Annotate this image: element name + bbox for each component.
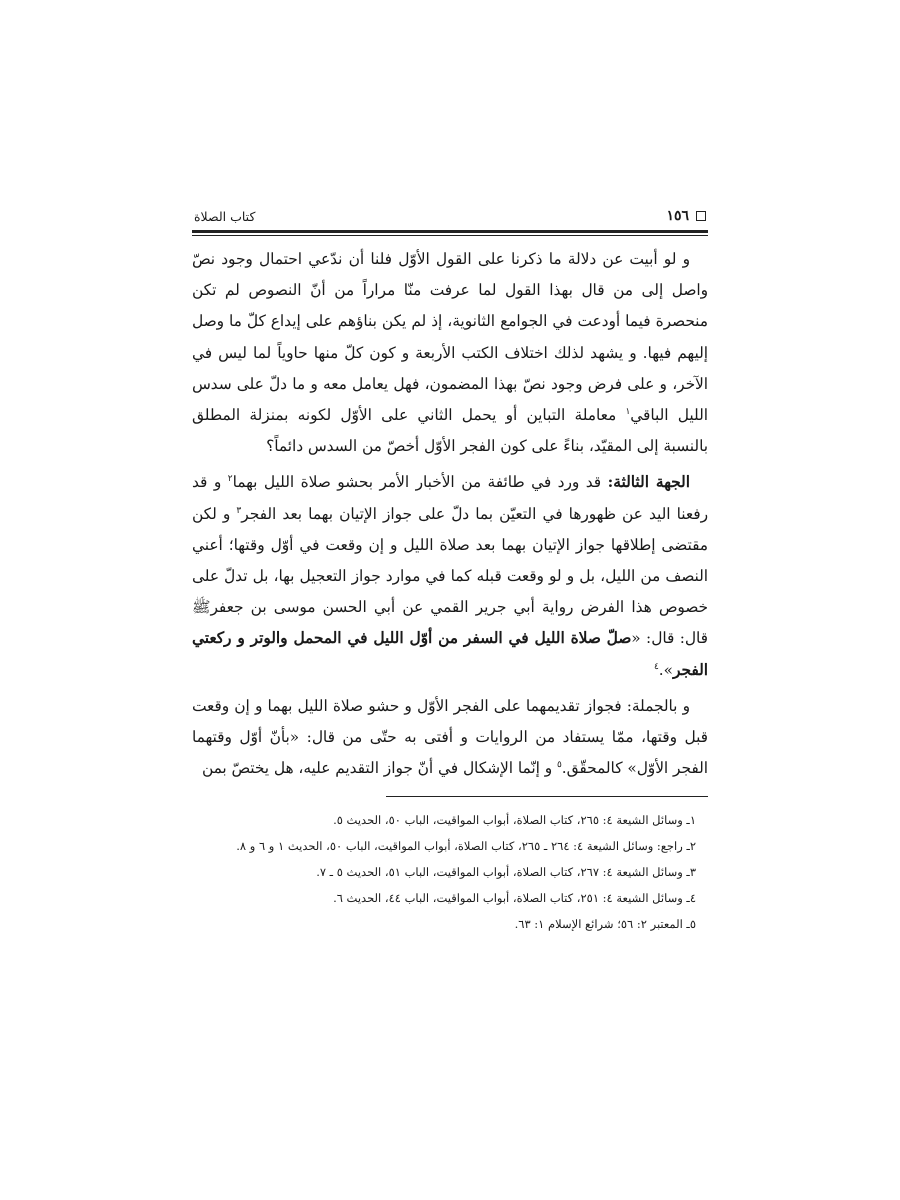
footnote-1: ١ـ وسائل الشيعة ٤: ٢٦٥، كتاب الصلاة، أبواب المواقيت، الباب ٥٠، الحديث ٥. bbox=[333, 813, 696, 828]
footnote-ref-4: ٤ bbox=[653, 661, 659, 672]
footnote-2: ٢ـ راجع: وسائل الشيعة ٤: ٢٦٤ ـ ٢٦٥، كتاب الصلاة، أبواب المواقيت، الباب ٥٠، الحديث ١ و ٦ و ٨. bbox=[236, 839, 696, 854]
body-text bbox=[192, 244, 708, 784]
paragraph-3-text-b: و إنّما الإشكال في أنّ جواز التقديم عليه، هل يختصّ بمن bbox=[201, 759, 557, 778]
paragraph-1-text: و لو أبيت عن دلالة ما ذكرنا على القول الأوّل فلنا أن ندّعي احتمال وجود نصّ واصل إلى من قال بهذا القول لما عرفت منّا مراراً من أنّ النصوص لم تكن منحصرة فيما أودعت في الجوامع الثانوية، إذ لم يكن بناؤهم على إيداع كلّ ما وصل إليهم فيها. و يشهد لذلك اختلاف الكتب الأربعة و كون كلّ منها حاوياً لما ليس في الآخر، و على فرض وجود نصّ بهذا المضمون، فهل يعامل معه و ما دلّ على سدس الليل الباقي bbox=[192, 250, 708, 425]
paragraph-2 bbox=[192, 467, 708, 685]
section-heading: الجهة الثالثة: bbox=[607, 473, 690, 492]
paragraph-3 bbox=[192, 691, 708, 785]
footnote-ref-3: ٣ bbox=[236, 505, 242, 516]
paragraph-3-text-a: و بالجملة: فجواز تقديمهما على الفجر الأوّل و حشو صلاة الليل بهما و إن وقعت قبل وقتها، ممّا يستفاد من الروايات و أفتى به حتّى من قال: «بأنّ أوّل وقتهما الفجر الأوّل» كالمحقّق. bbox=[192, 696, 708, 778]
paragraph-2-text-a: قد ورد في طائفة من الأخبار الأمر بحشو صلاة الليل بهما bbox=[232, 473, 608, 492]
header-rule-thick bbox=[192, 230, 708, 233]
footnote-4: ٤ـ وسائل الشيعة ٤: ٢٥١، كتاب الصلاة، أبواب المواقيت، الباب ٤٤، الحديث ٦. bbox=[333, 891, 696, 906]
footnote-3: ٣ـ وسائل الشيعة ٤: ٢٦٧، كتاب الصلاة، أبواب المواقيت، الباب ٥١، الحديث ٥ ـ ٧. bbox=[316, 865, 696, 880]
square-box-icon bbox=[696, 211, 706, 221]
paragraph-2-text-e: ». bbox=[658, 660, 674, 679]
footnotes bbox=[192, 807, 708, 937]
paragraph-2-text-d: قال: قال: « bbox=[631, 629, 708, 648]
paragraph-2-text-c: و لكن مقتضى إطلاقها جواز الإتيان بهما بعد صلاة الليل و إن وقعت في أوّل وقتها؛ أعني النصف من الليل، بل و لو وقعت قبله كما في موارد جواز التعجيل بها، بل تدلّ على خصوص هذا الفرض رواية أبي جرير القمي عن أبي الحسن موسى بن جعفر bbox=[192, 504, 708, 617]
page-number-block bbox=[666, 208, 706, 224]
paragraph-1 bbox=[192, 244, 708, 462]
footnote-ref-5: ٥ bbox=[556, 760, 562, 771]
running-header bbox=[192, 196, 708, 224]
paragraph-2-text-b: و قد رفعنا اليد عن ظهورها في التعيّن بما دلّ على جواز الإتيان بهما بعد الفجر bbox=[192, 473, 708, 523]
hadith-quote: صلّ صلاة الليل في السفر من أوّل الليل في المحمل والوتر و ركعتي الفجر bbox=[192, 629, 708, 679]
footnote-ref-2: ٢ bbox=[227, 474, 233, 485]
footnote-5: ٥ـ المعتبر ٢: ٥٦؛ شرائع الإسلام ١: ٦٣. bbox=[514, 917, 696, 932]
footnote-separator bbox=[386, 796, 708, 797]
paragraph-1-text-rest: معاملة التباين أو يحمل الثاني على الأوّل لكونه بمنزلة المطلق بالنسبة إلى المقيّد، بناءً على كون الفجر الأوّل أخصّ من السدس دائماً؟ bbox=[192, 406, 708, 456]
header-rule-thin bbox=[192, 235, 708, 236]
book-title: كتاب الصلاة bbox=[194, 209, 256, 224]
page-number: ١٥٦ bbox=[666, 208, 689, 224]
honorific-glyph: ﷺ bbox=[192, 598, 211, 617]
footnote-ref-1: ١ bbox=[625, 406, 631, 417]
book-page bbox=[192, 196, 708, 937]
